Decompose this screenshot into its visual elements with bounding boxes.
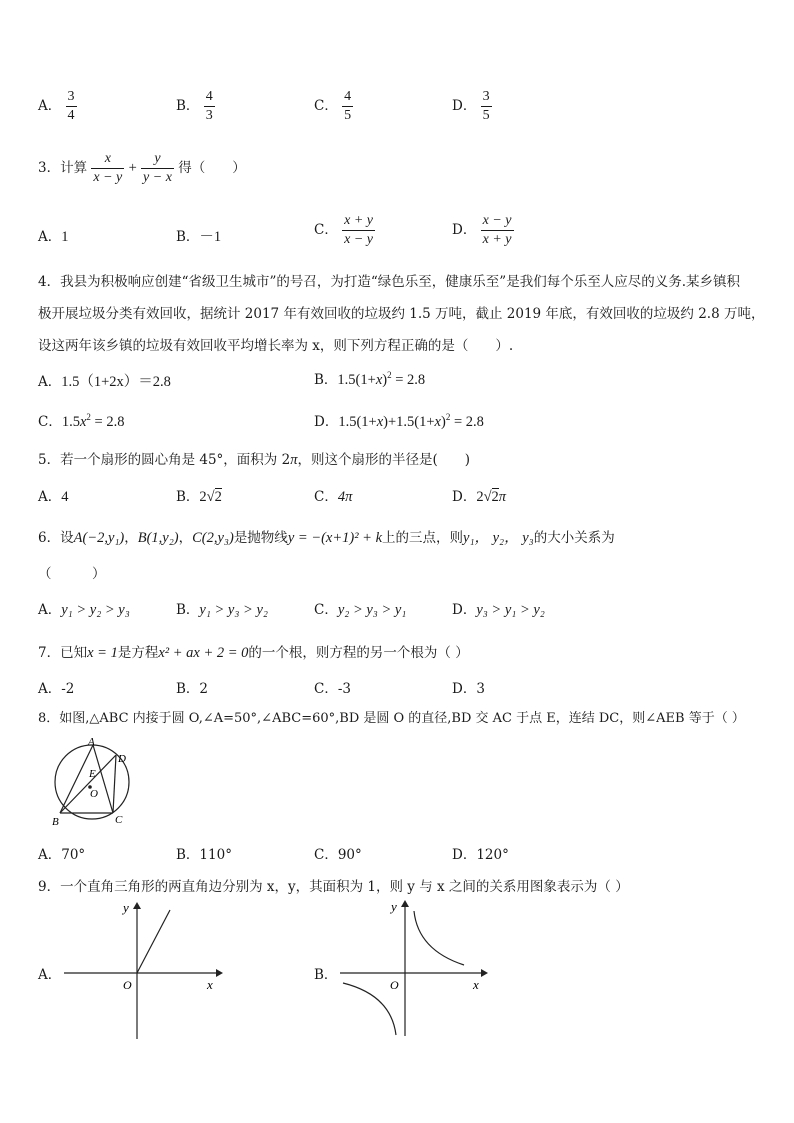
y-values: y₁， y₂， y₃ — [463, 530, 534, 546]
axis-y-label: y — [391, 899, 397, 914]
q4-option-a[interactable] — [38, 370, 171, 391]
option-value: 90° — [337, 847, 362, 863]
option-value: －1 — [199, 229, 222, 245]
option-label: A． — [38, 602, 62, 618]
option-label: D． — [452, 222, 477, 238]
q9-option-a-label[interactable]: A． — [38, 967, 62, 983]
x-axis-arrow — [216, 969, 223, 977]
option-label: B． — [176, 681, 200, 697]
q4-line-3: 设这两年该乡镇的垃圾有效回收平均增长率为 x，则下列方程正确的是（ ）. — [38, 338, 514, 354]
q5-option-c[interactable] — [314, 485, 352, 506]
q3-prefix: 3．计算 — [38, 160, 88, 176]
point-b: B(1,y₂) — [137, 530, 179, 546]
label-d: D — [118, 753, 126, 765]
fraction-1: $\frac{x}{x - y}$ — [93, 151, 123, 185]
option-label: D． — [452, 847, 477, 863]
equation-root: x = 1 — [87, 645, 118, 661]
label-o: O — [90, 788, 98, 800]
q9-option-b-label[interactable]: B． — [314, 967, 338, 983]
option-label: D． — [314, 414, 339, 430]
q4-option-b[interactable]: B．$1.5(1+x)^2 = 2.8$ — [314, 370, 426, 388]
q9-graph-b[interactable] — [336, 895, 496, 1040]
option-label: D． — [452, 98, 477, 114]
option-label: B． — [176, 229, 200, 245]
q7-option-c[interactable] — [314, 677, 351, 697]
label-a: A — [88, 736, 95, 748]
plus-sign: + — [128, 160, 137, 176]
q5-option-b[interactable]: B．2√2 — [176, 489, 222, 505]
label-e: E — [89, 768, 96, 780]
option-label: B． — [314, 372, 338, 388]
q3-suffix: 得（ ） — [178, 160, 246, 176]
q3-option-c[interactable] — [314, 212, 375, 249]
option-label: C． — [314, 847, 338, 863]
option-value: 2 — [199, 681, 209, 697]
q8-option-c[interactable] — [314, 843, 362, 863]
option-label: C． — [314, 681, 338, 697]
option-label: C． — [314, 98, 338, 114]
q2-option-a[interactable] — [38, 88, 77, 125]
option-label: D． — [452, 681, 477, 697]
option-label: C． — [314, 222, 338, 238]
q2-option-d[interactable] — [452, 88, 492, 125]
q6-option-b[interactable] — [176, 598, 268, 619]
q6-option-d[interactable] — [452, 598, 545, 619]
option-label: B． — [176, 98, 200, 114]
option-label: D． — [452, 602, 477, 618]
fraction: $\frac{3}{5}$ — [482, 89, 490, 123]
q7-option-b[interactable] — [176, 677, 208, 697]
q3-option-b[interactable] — [176, 225, 221, 246]
q3-stem — [38, 150, 246, 187]
circle-figure — [46, 735, 136, 827]
q3-option-d[interactable] — [452, 212, 514, 249]
q2-option-c[interactable] — [314, 88, 353, 125]
q7-option-d[interactable] — [452, 677, 485, 697]
q4-line-2: 极开展垃圾分类有效回收，据统计 2017 年有效回收的垃圾约 1.5 万吨，截止 2019 年底，有效回收的垃圾约 2.8 万吨， — [38, 306, 765, 322]
option-value: y₃ > y₁ > y₂ — [476, 602, 545, 618]
q4-option-d[interactable]: D．$1.5(1+x)+1.5(1+x)^2 = 2.8$ — [314, 412, 484, 430]
option-label: C． — [314, 602, 338, 618]
option-label: A． — [38, 229, 62, 245]
option-value: y₁ > y₂ > y₃ — [61, 602, 130, 618]
option-label: A． — [38, 374, 62, 390]
option-value: 4 — [61, 489, 69, 505]
option-label: C． — [38, 414, 62, 430]
linear-graph — [137, 910, 170, 973]
q7-stem: 7．已知x = 1是方程x² + ax + 2 = 0的一个根，则方程的另一个根为（ ） — [38, 645, 469, 661]
q7-option-a[interactable] — [38, 677, 74, 697]
option-label: A． — [38, 489, 62, 505]
fraction: $\frac{x - y}{x + y}$ — [482, 213, 512, 247]
y-axis-arrow — [133, 902, 141, 909]
option-label: A． — [38, 847, 62, 863]
option-value: 1 — [61, 229, 69, 245]
q6-option-a[interactable] — [38, 598, 130, 619]
q6-option-c[interactable] — [314, 598, 406, 619]
q4-line-1: 4．我县为积极响应创建“省级卫生城市”的号召，为打造“绿色乐至，健康乐至”是我们每个乐至人应尽的义务.某乡镇积 — [38, 274, 740, 290]
parabola-equation: y = −(x+1)² + k — [287, 530, 383, 546]
origin-label: O — [390, 978, 399, 992]
q6-stem: 6．设A(−2,y₁)，B(1,y₂)，C(2,y₃)是抛物线y = −(x+1)² + k上的三点，则y₁， y₂， y₃的大小关系为 — [38, 530, 615, 546]
axis-y-label: y — [123, 900, 129, 915]
x-axis-arrow — [481, 969, 488, 977]
axis-x-label: x — [473, 977, 479, 992]
pi-symbol: π — [290, 452, 298, 468]
option-value: y₂ > y₃ > y₁ — [337, 602, 407, 618]
q8-stem: 8．如图,△ABC 内接于圆 O,∠A=50°,∠ABC=60°,BD 是圆 O 的直径,BD 交 AC 于点 E，连结 DC，则∠AEB 等于（ ） — [38, 711, 745, 726]
axis-x-label: x — [207, 977, 213, 992]
q8-option-b[interactable] — [176, 843, 232, 863]
hyperbola-branch-1 — [414, 911, 464, 965]
point-c: C(2,y₃) — [192, 530, 234, 546]
q5-stem: 5．若一个扇形的圆心角是 45°，面积为 2π，则这个扇形的半径是( ) — [38, 452, 471, 468]
option-label: B． — [176, 489, 200, 505]
q8-option-a[interactable] — [38, 843, 85, 863]
q6-line-2: （ ） — [38, 566, 106, 582]
hyperbola-branch-3 — [343, 983, 396, 1035]
segment-dc — [113, 755, 116, 813]
option-label: D． — [452, 489, 477, 505]
fraction: $\frac{4}{5}$ — [344, 89, 352, 123]
q9-graph-a[interactable] — [60, 898, 230, 1043]
option-label: A． — [38, 681, 62, 697]
option-value: 1.5（1+2x）＝2.8 — [61, 374, 171, 390]
option-value: 3 — [476, 681, 485, 697]
option-value: -3 — [337, 681, 351, 697]
q3-option-a[interactable] — [38, 225, 69, 246]
option-value: y₁ > y₃ > y₂ — [199, 602, 268, 618]
q9-stem: 9．一个直角三角形的两直角边分别为 x，y，其面积为 1，则 y 与 x 之间的关系用图象表示为（ ） — [38, 879, 629, 895]
fraction: $\frac{4}{3}$ — [205, 89, 213, 123]
option-label: B． — [176, 847, 200, 863]
option-value: 120° — [476, 847, 509, 863]
q4-option-c[interactable]: C．$1.5x^2 = 2.8$ — [38, 412, 125, 430]
option-label: A． — [38, 98, 62, 114]
q5-option-d[interactable]: D．2√2π — [452, 489, 507, 505]
q2-option-b[interactable] — [176, 88, 215, 125]
label-b: B — [52, 816, 59, 827]
q5-option-a[interactable] — [38, 485, 69, 506]
fraction-2: $\frac{y}{y - x}$ — [143, 151, 172, 185]
quadratic-equation: x² + ax + 2 = 0 — [158, 645, 249, 661]
option-value: 70° — [61, 847, 86, 863]
option-label: C． — [314, 489, 338, 505]
y-axis-arrow — [401, 900, 409, 907]
origin-label: O — [123, 978, 132, 992]
point-a: A(−2,y₁) — [73, 530, 125, 546]
option-value: 110° — [199, 847, 232, 863]
segment-ac — [93, 745, 113, 813]
diameter-bd — [60, 755, 116, 813]
q8-option-d[interactable] — [452, 843, 509, 863]
fraction: $\frac{x + y}{x - y}$ — [344, 213, 374, 247]
option-value: 4π — [337, 489, 353, 505]
option-value: -2 — [61, 681, 75, 697]
fraction: $\frac{3}{4}$ — [67, 89, 75, 123]
option-label: B． — [176, 602, 200, 618]
label-c: C — [115, 814, 123, 826]
